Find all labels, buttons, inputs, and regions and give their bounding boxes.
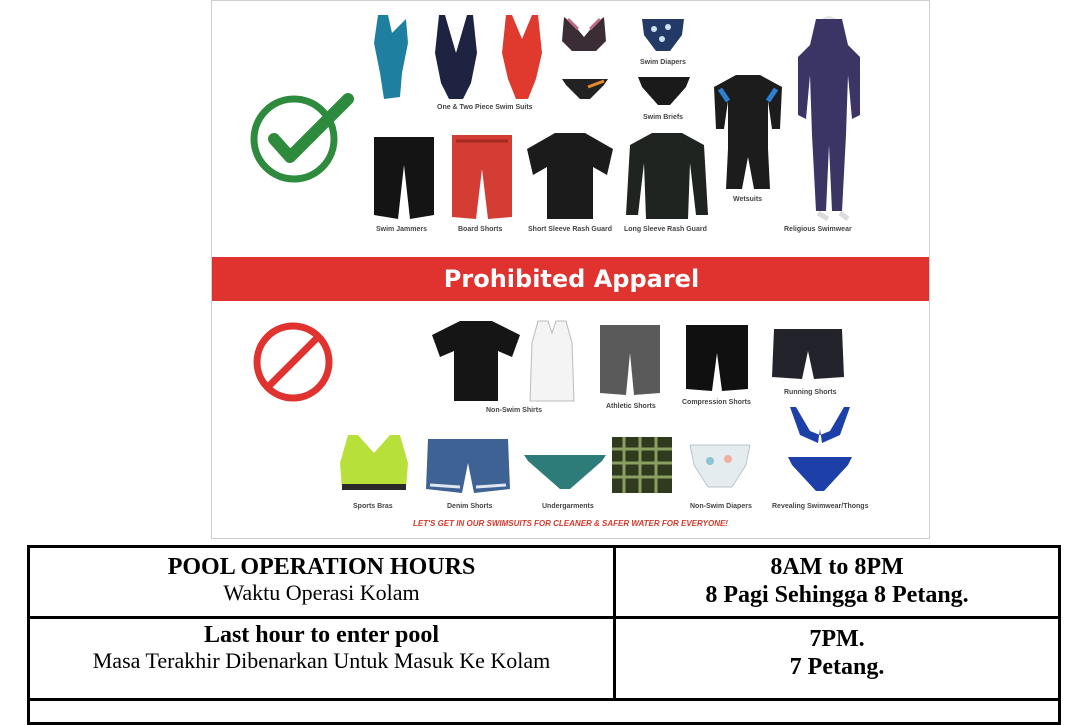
last-entry-value: 7PM.	[809, 626, 865, 652]
caption-religious-swimwear: Religious Swimwear	[784, 226, 852, 233]
prohibited-icon	[250, 319, 336, 405]
one-piece-swimsuit-navy-icon	[433, 13, 479, 101]
operation-hours-value: 8AM to 8PM	[770, 554, 904, 580]
caption-non-swim-diapers: Non-Swim Diapers	[690, 503, 752, 510]
pool-hours-table	[27, 545, 1061, 725]
revealing-bikini-icon	[782, 405, 858, 493]
sports-bra-icon	[338, 433, 410, 499]
religious-swimwear-icon	[792, 15, 866, 221]
swim-diaper-icon	[640, 15, 686, 55]
running-shorts-icon	[770, 325, 846, 383]
short-sleeve-rash-guard-icon	[525, 131, 615, 221]
caption-swim-jammers: Swim Jammers	[376, 226, 427, 233]
table-row-operation-hours	[30, 548, 1058, 619]
swim-jammers-icon	[372, 135, 436, 221]
caption-swim-diapers: Swim Diapers	[640, 59, 686, 66]
one-piece-swimsuit-teal-icon	[372, 13, 412, 101]
last-entry-label-malay: Masa Terakhir Dibenarkan Untuk Masuk Ke Kolam	[92, 648, 551, 673]
check-icon	[250, 93, 354, 185]
athletic-shorts-icon	[598, 323, 662, 397]
tshirt-icon	[430, 319, 522, 403]
last-entry-value-cell	[616, 619, 1058, 704]
poster-slogan: LET'S GET IN OUR SWIMSUITS FOR CLEANER & SAFER WATER FOR EVERYONE!	[413, 519, 728, 528]
caption-compression-shorts: Compression Shorts	[682, 399, 751, 406]
disposable-diaper-icon	[688, 441, 752, 491]
plaid-boxers-icon	[610, 435, 674, 495]
last-entry-label: Last hour to enter pool	[203, 622, 440, 648]
caption-one-two-piece: One & Two Piece Swim Suits	[437, 104, 533, 111]
last-entry-label-cell	[30, 619, 613, 700]
bikini-bottom-icon	[560, 75, 610, 103]
operation-hours-value-malay: 8 Pagi Sehingga 8 Petang.	[705, 582, 969, 608]
operation-hours-label-malay: Waktu Operasi Kolam	[223, 580, 420, 605]
table-row-last-entry	[30, 619, 1058, 701]
operation-hours-value-cell	[616, 548, 1058, 621]
prohibited-banner: Prohibited Apparel	[212, 257, 930, 301]
tank-top-icon	[526, 319, 578, 403]
caption-denim-shorts: Denim Shorts	[447, 503, 493, 510]
caption-long-sleeve-rash-guard: Long Sleeve Rash Guard	[624, 226, 707, 233]
wetsuit-icon	[710, 73, 786, 193]
caption-athletic-shorts: Athletic Shorts	[606, 403, 656, 410]
board-shorts-icon	[450, 133, 514, 221]
undergarment-icon	[522, 451, 608, 493]
caption-non-swim-shirts: Non-Swim Shirts	[486, 407, 543, 414]
one-piece-swimsuit-red-icon	[498, 13, 546, 101]
caption-undergarments: Undergarments	[542, 503, 594, 510]
caption-wetsuits: Wetsuits	[733, 196, 763, 203]
caption-sports-bras: Sports Bras	[353, 503, 393, 510]
operation-hours-label: POOL OPERATION HOURS	[167, 554, 476, 580]
caption-board-shorts: Board Shorts	[458, 226, 503, 233]
caption-short-sleeve-rash-guard: Short Sleeve Rash Guard	[528, 226, 613, 233]
swim-brief-icon	[636, 75, 692, 109]
caption-revealing-swimwear: Revealing Swimwear/Thongs	[772, 503, 869, 510]
swimwear-poster	[211, 0, 930, 539]
caption-running-shorts: Running Shorts	[784, 389, 837, 396]
compression-shorts-icon	[684, 323, 750, 393]
denim-shorts-icon	[424, 437, 512, 495]
bikini-top-icon	[560, 15, 608, 55]
last-entry-value-malay: 7 Petang.	[789, 654, 885, 680]
long-sleeve-rash-guard-icon	[624, 131, 710, 221]
caption-swim-briefs: Swim Briefs	[643, 114, 684, 121]
operation-hours-label-cell	[30, 548, 613, 621]
